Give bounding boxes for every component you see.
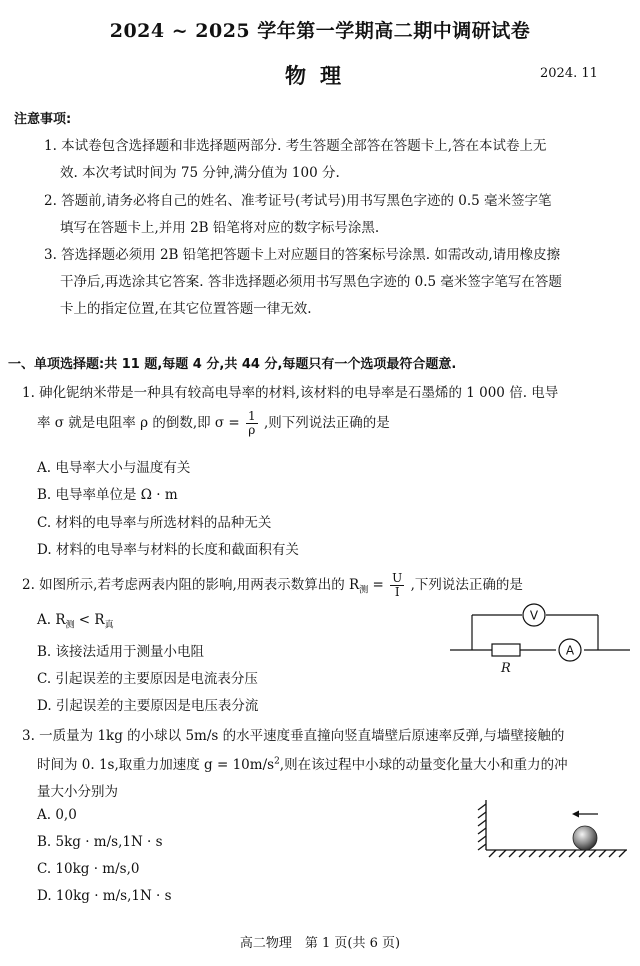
q2-option-a-pre: A. R: [37, 612, 66, 628]
q3-option-a[interactable]: A. 0,0: [37, 807, 77, 823]
q2-option-a-sub2: 真: [104, 620, 114, 631]
notice-line-6: 干净后,再选涂其它答案. 答非选择题必须用书写黑色字迹的 0.5 毫米签字笔写在答题: [60, 274, 562, 290]
q3-stem-line-3: 量大小分别为: [37, 784, 118, 800]
q2-option-b[interactable]: B. 该接法适用于测量小电阻: [37, 644, 205, 660]
q3-stem-line-2: [37, 753, 568, 773]
q1-fraction: [246, 410, 258, 437]
page-footer: 高二物理 第 1 页(共 6 页): [239, 936, 401, 951]
q2-option-a-mid: < R: [74, 612, 105, 628]
notice-line-2: 效. 本次考试时间为 75 分钟,满分值为 100 分.: [60, 165, 340, 181]
notice-heading: 注意事项:: [14, 112, 72, 127]
q2-stem-eq: =: [368, 577, 384, 593]
q2-fraction-num: U: [392, 571, 403, 585]
q2-circuit-diagram: [450, 600, 630, 680]
q2-stem-text: 2. 如图所示,若考虑两表内阻的影响,用两表示数算出的 R: [22, 577, 360, 593]
voltmeter-label: V: [529, 608, 539, 623]
q3-option-b[interactable]: B. 5kg · m/s,1N · s: [37, 834, 163, 850]
resistor-symbol: [492, 644, 520, 656]
ammeter-label: A: [565, 643, 575, 658]
q3-option-d[interactable]: D. 10kg · m/s,1N · s: [37, 888, 172, 904]
q2-stem-sub: 测: [359, 585, 369, 596]
q3-stem-line-1: 3. 一质量为 1kg 的小球以 5m/s 的水平速度垂直撞向竖直墙壁后原速率反弹,与墙壁接触的: [22, 728, 565, 744]
notice-line-4: 填写在答题卡上,并用 2B 铅笔将对应的数字标号涂黑.: [60, 220, 380, 236]
subject-title: 物理: [285, 63, 355, 88]
q2-stem-line-1: [22, 572, 523, 599]
q3-stem-sup: 2: [274, 756, 280, 767]
q3-option-c[interactable]: C. 10kg · m/s,0: [37, 861, 140, 877]
q2-fraction: [390, 572, 404, 599]
q2-option-a-sub1: 测: [65, 620, 75, 631]
q3-wall-ball-diagram: [472, 792, 632, 862]
q2-option-c[interactable]: C. 引起误差的主要原因是电流表分压: [37, 671, 258, 687]
q3-stem-tail: ,则在该过程中小球的动量变化量大小和重力的冲: [279, 757, 568, 773]
q3-stem-text: 时间为 0. 1s,取重力加速度 g = 10m/s: [37, 757, 275, 773]
notice-line-3: 2. 答题前,请务必将自己的姓名、准考证号(考试号)用书写黑色字迹的 0.5 毫米签字笔: [44, 193, 552, 209]
q1-fraction-num: 1: [248, 409, 256, 423]
q2-option-a[interactable]: [37, 612, 114, 631]
q2-fraction-den: I: [394, 585, 400, 599]
notice-line-7: 卡上的指定位置,在其它位置答题一律无效.: [60, 301, 312, 317]
exam-title: 2024 ~ 2025 学年第一学期高二期中调研试卷: [109, 20, 531, 42]
wall-hatch: [478, 800, 627, 857]
q1-option-a[interactable]: A. 电导率大小与温度有关: [37, 460, 191, 476]
resistor-label: R: [501, 661, 511, 676]
notice-line-1: 1. 本试卷包含选择题和非选择题两部分. 考生答题全部答在答题卡上,答在本试卷上无: [44, 138, 547, 154]
q2-option-d[interactable]: D. 引起误差的主要原因是电压表分流: [37, 698, 259, 714]
q1-stem-line-2: [37, 410, 390, 437]
exam-date: 2024. 11: [540, 66, 598, 81]
q1-option-c[interactable]: C. 材料的电导率与所选材料的品种无关: [37, 515, 272, 531]
q2-stem-tail: ,下列说法正确的是: [410, 577, 523, 593]
q1-stem-tail: ,则下列说法正确的是: [263, 415, 390, 431]
section-heading: 一、单项选择题:共 11 题,每题 4 分,共 44 分,每题只有一个选项最符合题意.: [8, 357, 457, 372]
q1-stem-text: 率 σ 就是电阻率 ρ 的倒数,即 σ =: [37, 415, 240, 431]
q1-stem-line-1: 1. 砷化铌纳米带是一种具有较高电导率的材料,该材料的电导率是石墨烯的 1 000 倍. 电导: [22, 385, 559, 401]
q1-fraction-den: ρ: [248, 423, 256, 437]
ball: [573, 826, 597, 850]
q1-option-d[interactable]: D. 材料的电导率与材料的长度和截面积有关: [37, 542, 299, 558]
velocity-arrow-icon: [572, 811, 598, 818]
notice-line-5: 3. 答选择题必须用 2B 铅笔把答题卡上对应题目的答案标号涂黑. 如需改动,请用橡皮擦: [44, 247, 561, 263]
q1-option-b[interactable]: B. 电导率单位是 Ω · m: [37, 487, 178, 503]
